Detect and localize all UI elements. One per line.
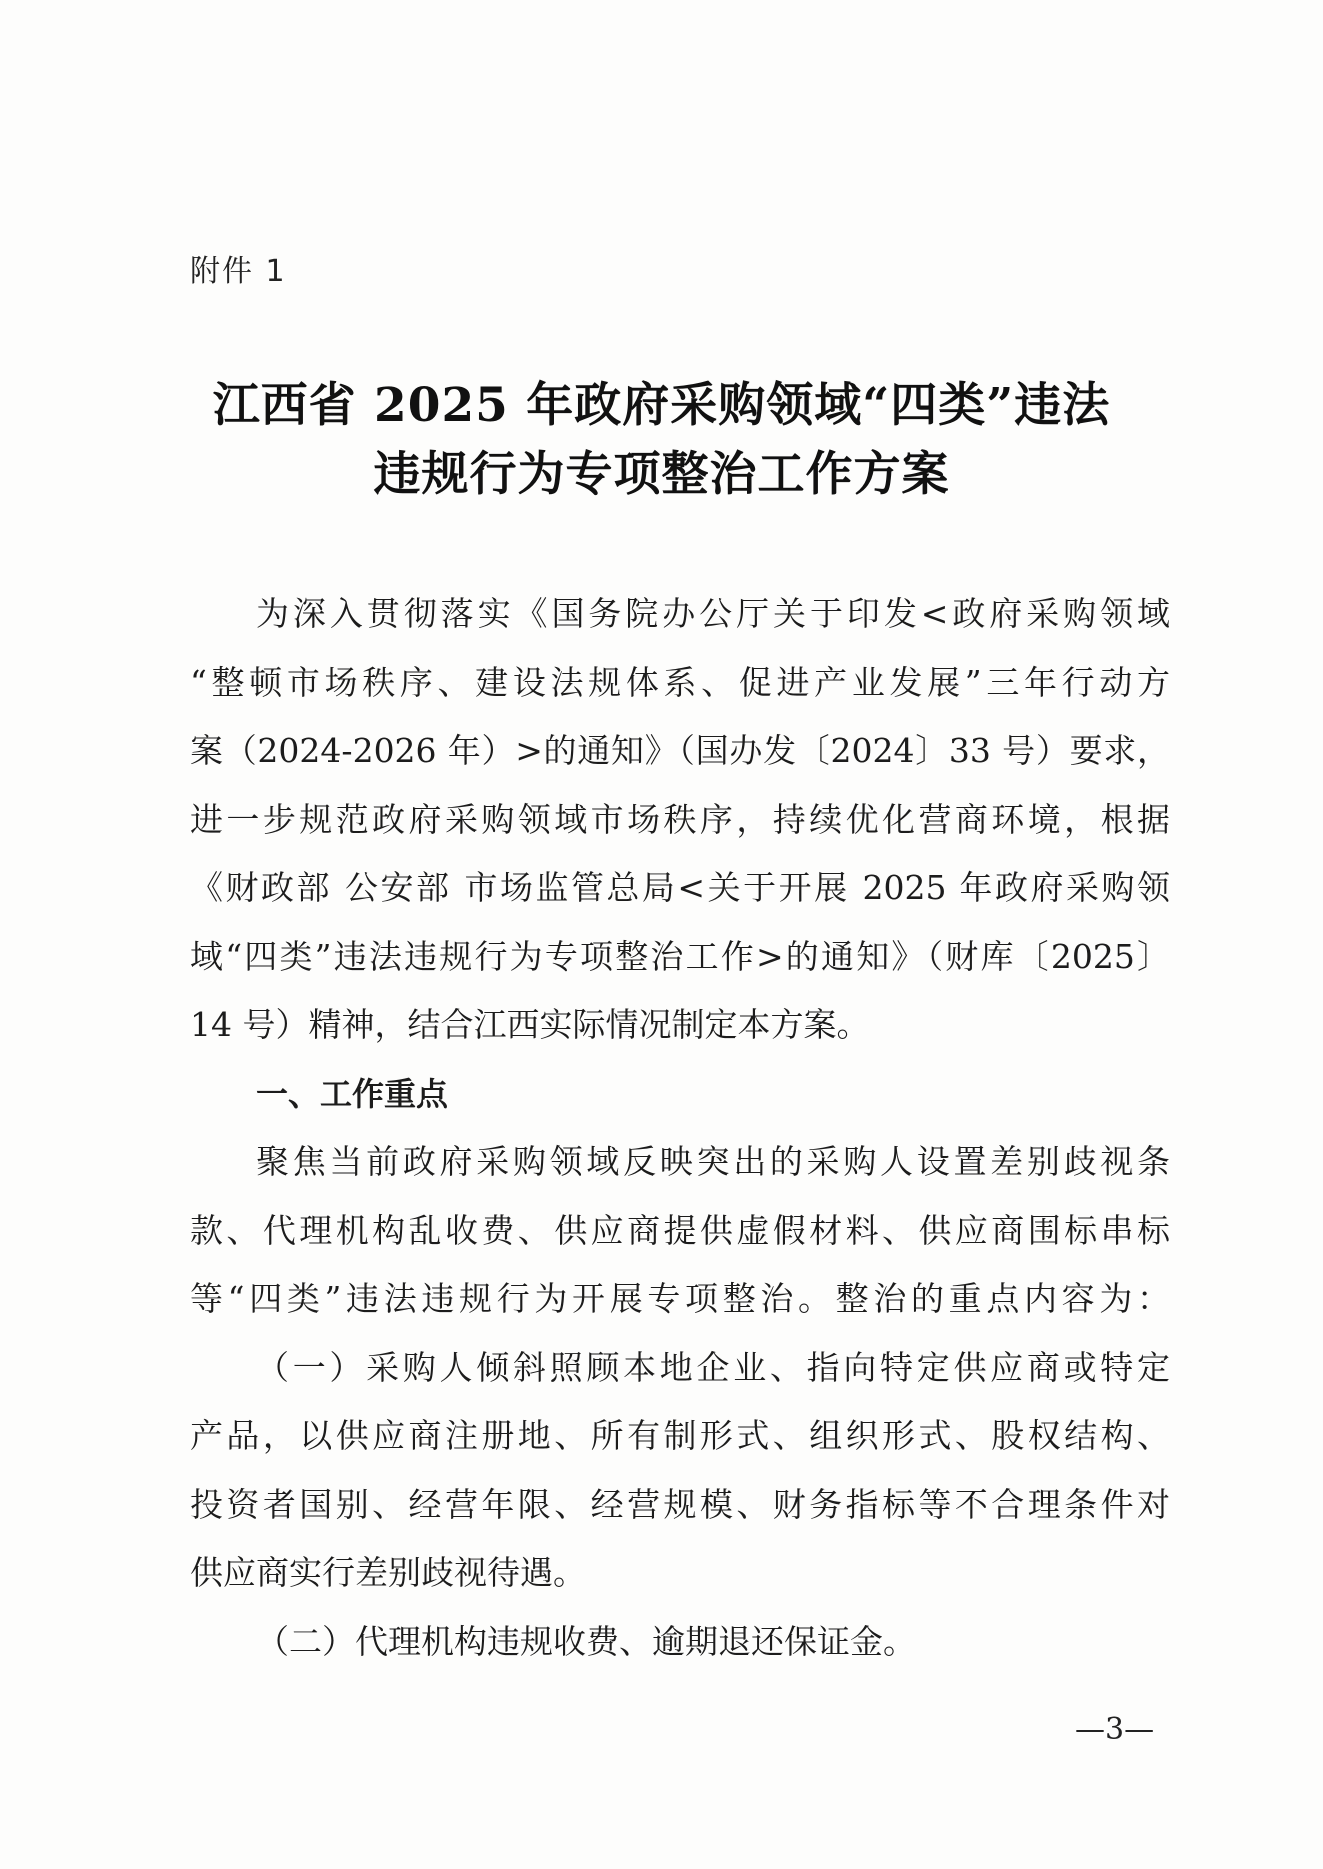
document-title-line-1: 江西省 2025 年政府采购领域“四类”违法 <box>212 378 1111 433</box>
attachment-label: 附件 1 <box>190 254 287 289</box>
paragraph-line: “整顿市场秩序、建设法规体系、促进产业发展”三年行动方 <box>190 662 1170 702</box>
paragraph-line: 为深入贯彻落实《国务院办公厅关于印发<政府采购领域 <box>256 594 1170 633</box>
paragraph-line: 供应商实行差别歧视待遇。 <box>190 1553 586 1592</box>
list-item-2: （二）代理机构违规收费、逾期退还保证金。 <box>256 1621 916 1661</box>
paragraph-line: 14 号）精神，结合江西实际情况制定本方案。 <box>190 1005 870 1044</box>
intro-paragraph <box>190 580 1170 1060</box>
paragraph-line: 域“四类”违法违规行为专项整治工作>的通知》（财库〔2025〕 <box>190 936 1170 976</box>
paragraph-line: （一）采购人倾斜照顾本地企业、指向特定供应商或特定 <box>256 1347 1170 1387</box>
section-paragraph <box>190 1128 1170 1334</box>
paragraph-line: 《财政部 公安部 市场监管总局<关于开展 2025 年政府采购领 <box>190 868 1170 907</box>
paragraph-line: 投资者国别、经营年限、经营规模、财务指标等不合理条件对 <box>190 1484 1170 1524</box>
paragraph-line: 等“四类”违法违规行为开展专项整治。整治的重点内容为： <box>190 1279 1170 1318</box>
paragraph-line: 聚焦当前政府采购领域反映突出的采购人设置差别歧视条 <box>256 1142 1170 1181</box>
paragraph-line: 产品，以供应商注册地、所有制形式、组织形式、股权结构、 <box>190 1416 1170 1455</box>
paragraph-line: 款、代理机构乱收费、供应商提供虚假材料、供应商围标串标 <box>190 1210 1170 1250</box>
paragraph-line: 案（2024-2026 年）>的通知》（国办发〔2024〕33 号）要求， <box>190 731 1170 770</box>
document-body <box>190 580 1170 1676</box>
list-item-1 <box>190 1334 1170 1608</box>
page-number: —3— <box>1075 1712 1155 1747</box>
paragraph-line: 进一步规范政府采购领域市场秩序，持续优化营商环境，根据 <box>190 799 1170 839</box>
section-heading: 一、工作重点 <box>256 1074 449 1113</box>
document-title-line-2: 违规行为专项整治工作方案 <box>373 447 950 502</box>
